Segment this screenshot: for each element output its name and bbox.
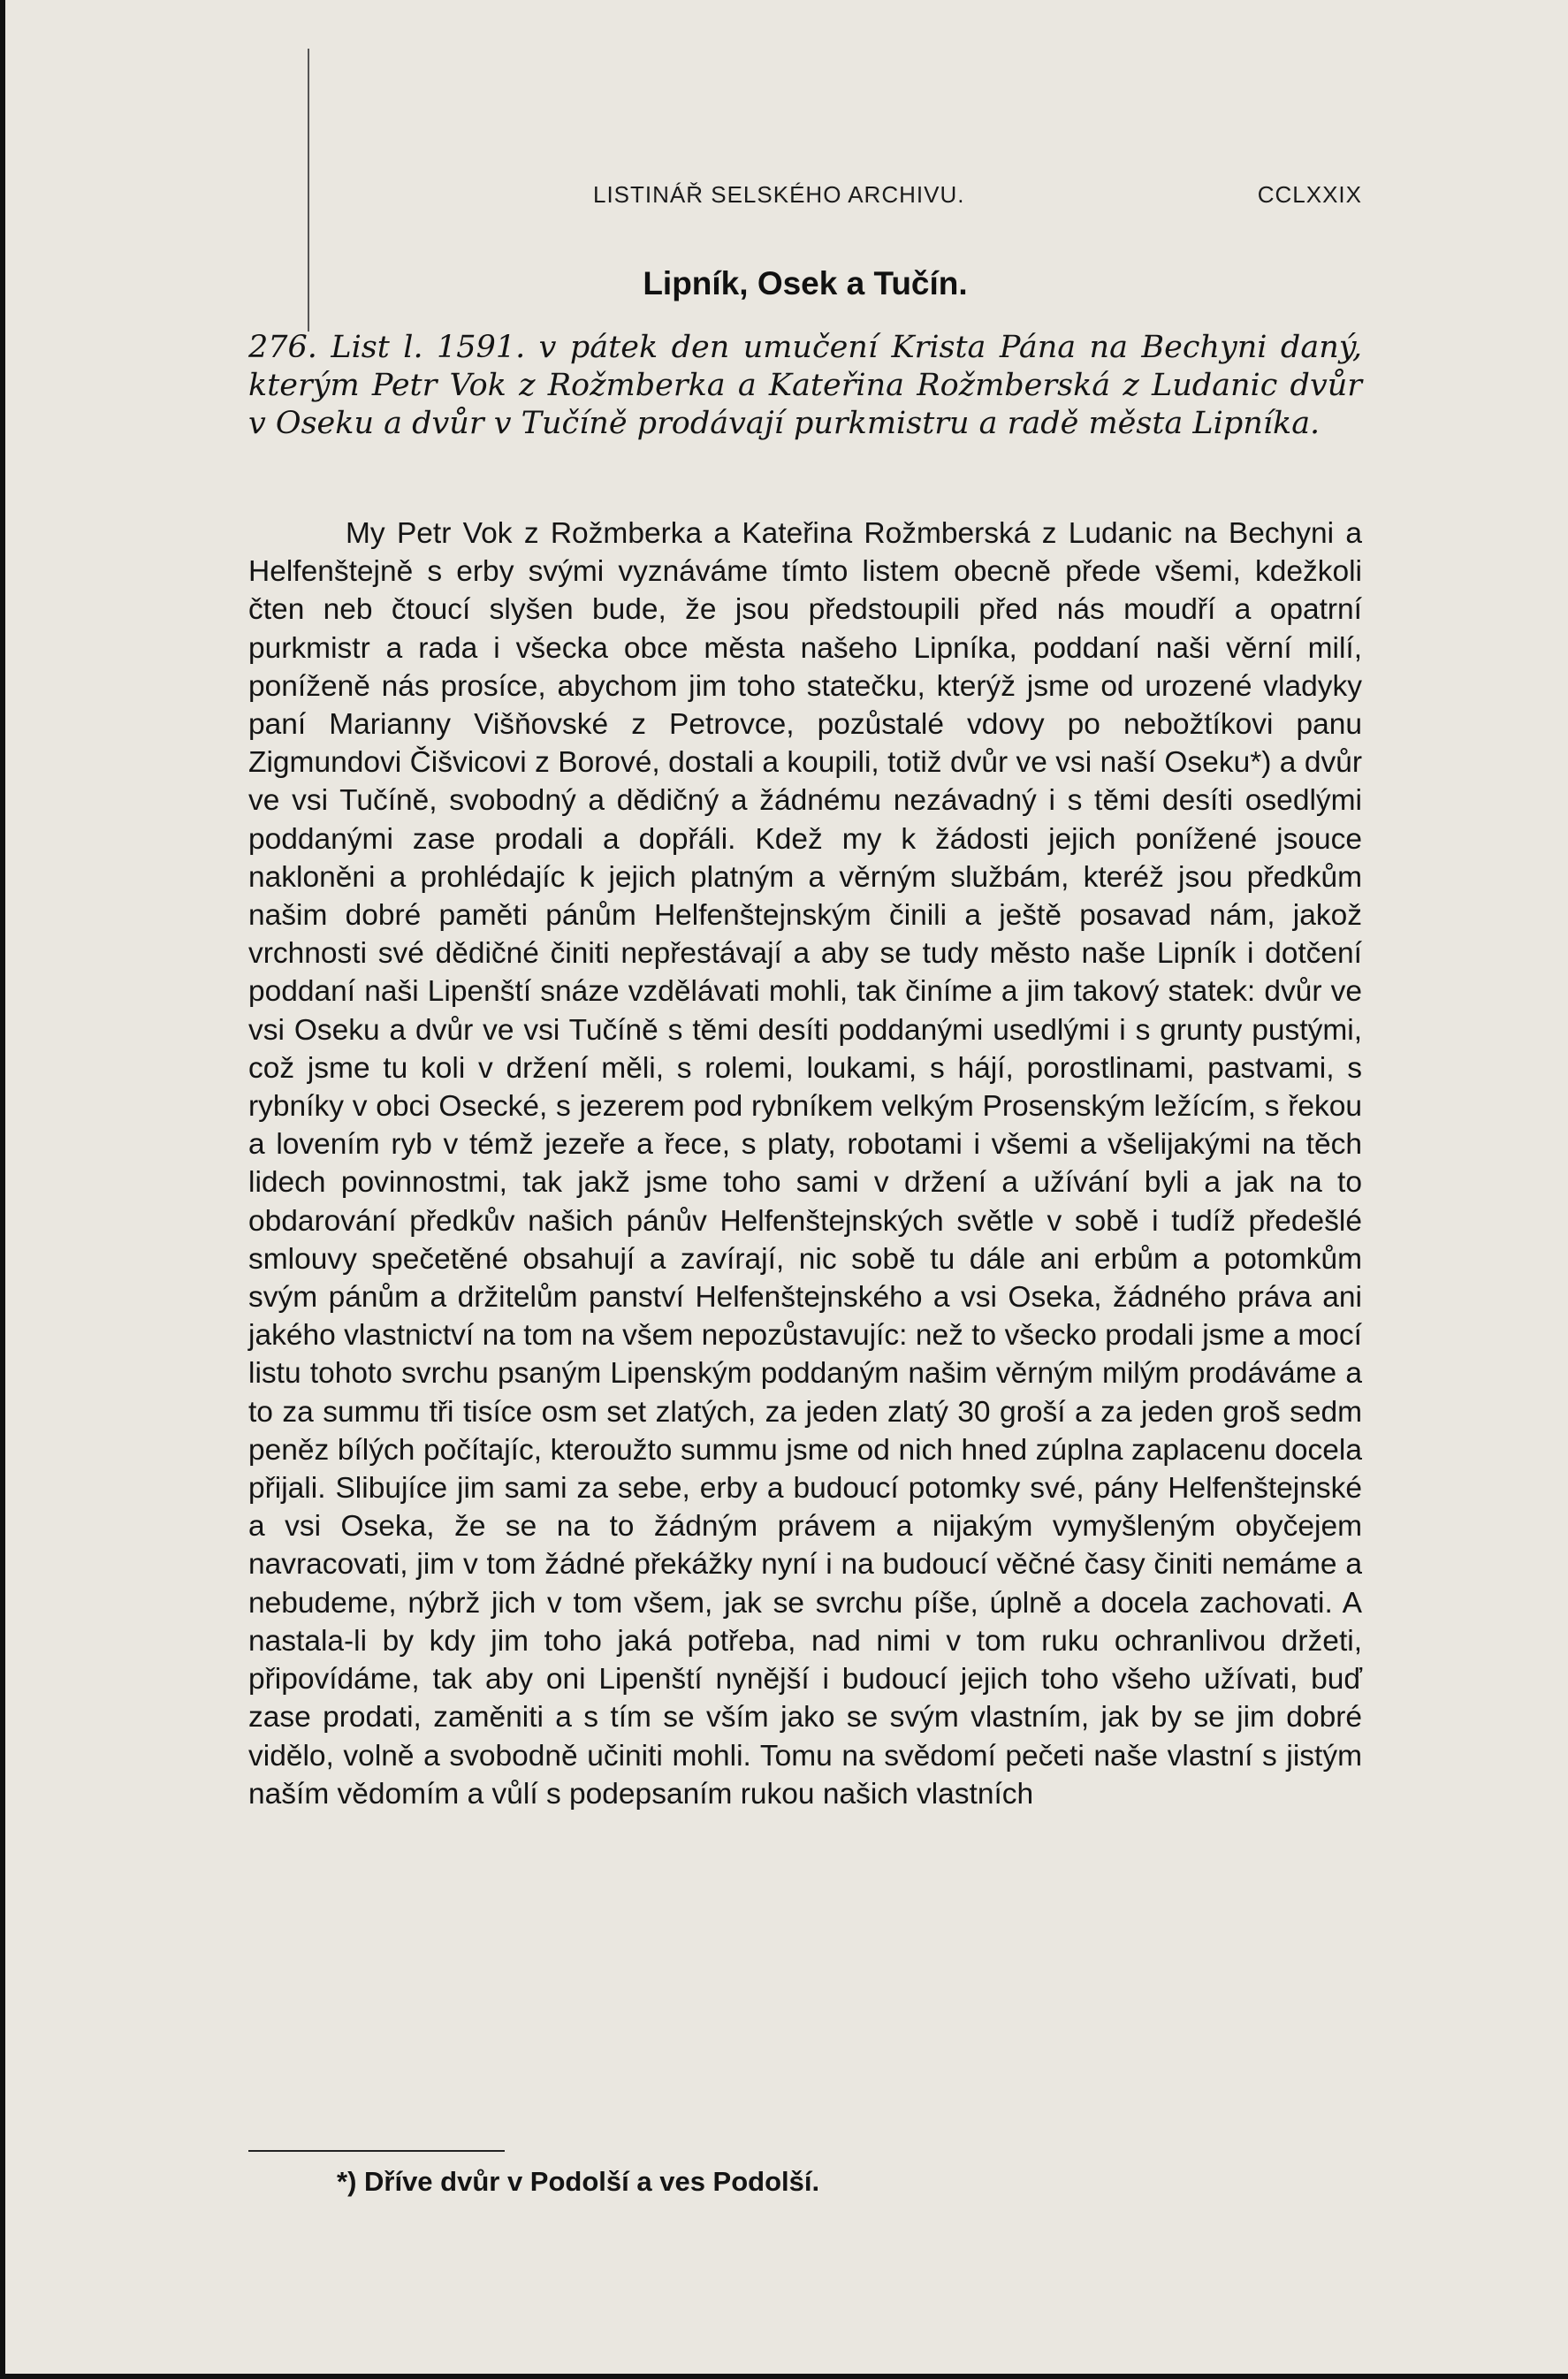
section-heading: Lipník, Osek a Tučín. <box>643 265 968 301</box>
body-paragraph: My Petr Vok z Rožmberka a Kateřina Rožmberská z Ludanic na Bechyni a Helfenštejně s erby svými vyznáváme tímto listem obecně přede všemi, kdežkoli čten neb čtoucí slyšen bude, že jsou předstoupili před nás moudří a opatrní purkmistr a rada i všecka obce města našeho Lipníka, poddaní naši věrní milí, poníženě nás prosíce, abychom jim toho statečku, kterýž jsme od urozené vladyky paní Marianny Višňovské z Petrovce, pozůstalé vdovy po nebožtíkovi panu Zigmundovi Čišvicovi z Borové, dostali a koupili, totiž dvůr ve vsi naší Oseku*) a dvůr ve vsi Tučíně, svobodný a dědičný a žádnému nezávadný i s těmi desíti osedlými poddanými zase prodali a dopřáli. Kdež my k žádosti jejich ponížené jsouce nakloněni a prohlédajíc k jejich platným a věrným službám, kteréž jsou předkům našim dobré paměti pánům Helfenštejnským činili a ještě posavad nám, jakož vrchnosti své dědičné činiti nepřestávají a aby se tudy město naše Lipník i dotčení poddaní naši Lipenští snáze vzdělávati mohli, tak činíme a jim takový statek: dvůr ve vsi Oseku a dvůr ve vsi Tučíně s těmi desíti poddanými usedlými i s grunty pustými, což jsme tu koli v držení měli, s rolemi, loukami, s hájí, porostlinami, pastvami, s rybníky v obci Osecké, s jezerem pod rybníkem velkým Prosenským ležícím, s řekou a lovením ryb v témž jezeře a řece, s platy, robotami i všemi a všelijakými na těch lidech povinnostmi, tak jakž jsme toho sami v držení a užívání byli a jak na to obdarování předkův našich pánův Helfenštejnských světle v sobě i tudíž předešlé smlouvy spečetěné obsahují a zavírají, nic sobě tu dále ani erbům a potomkům svým pánům a držitelům panství Helfenštejnského a vsi Oseka, žádného práva ani jakého vlastnictví na tom na všem nepozůstavujíc: než to všecko prodali jsme a mocí listu tohoto svrchu psaným Lipenským poddaným našim věrným milým prodáváme a to za summu tři tisíce osm set zlatých, za jeden zlatý 30 groší a za jeden groš sedm peněz bílých počítajíc, kteroužto summu jsme od nich hned zúplna zaplacenu docela přijali. Slibujíce jim sami za sebe, erby a budoucí potomky své, pány Helfenštejnské a vsi Oseka, že se na to žádným právem a nijakým vymyšleným obyčejem navracovati, jim v tom žádné překážky nyní i na budoucí věčné časy činiti nemáme a nebudeme, nýbrž jich v tom všem, jak se svrchu píše, úplně a docela zachovati. A nastala-li by kdy jim toho jaká potřeba, nad nimi v tom ruku ochranlivou držeti, připovídáme, tak aby oni Lipenští nynější i budoucí jejich toho všeho užívati, buď zase prodati, zaměniti a s tím se vším jako se svým vlastním, jak by se jim dobré vidělo, volně a svobodně učiniti mohli. Tomu na svědomí pečeti naše vlastní s jistým naším vědomím a vůlí s podepsaním rukou našich vlastních <box>248 517 1362 1811</box>
footnote: *) Dříve dvůr v Podolší a ves Podolší. <box>337 2166 820 2197</box>
page-number: CCLXXIX <box>1257 181 1362 208</box>
regest-text: 276. List l. 1591. v pátek den umučení Krista Pána na Bechyni daný, kterým Petr Vok z Rožmberka a Kateřina Rožmberská z Ludanic dvůr v Oseku a dvůr v Tučíně prodávají purkmistru a radě města Lipníka. <box>248 330 1362 441</box>
running-head <box>248 181 1362 217</box>
footnote-rule <box>248 2150 505 2152</box>
running-title: LISTINÁŘ SELSKÉHO ARCHIVU. <box>593 181 965 208</box>
document-body <box>248 515 1362 1813</box>
document-regest <box>248 329 1362 443</box>
